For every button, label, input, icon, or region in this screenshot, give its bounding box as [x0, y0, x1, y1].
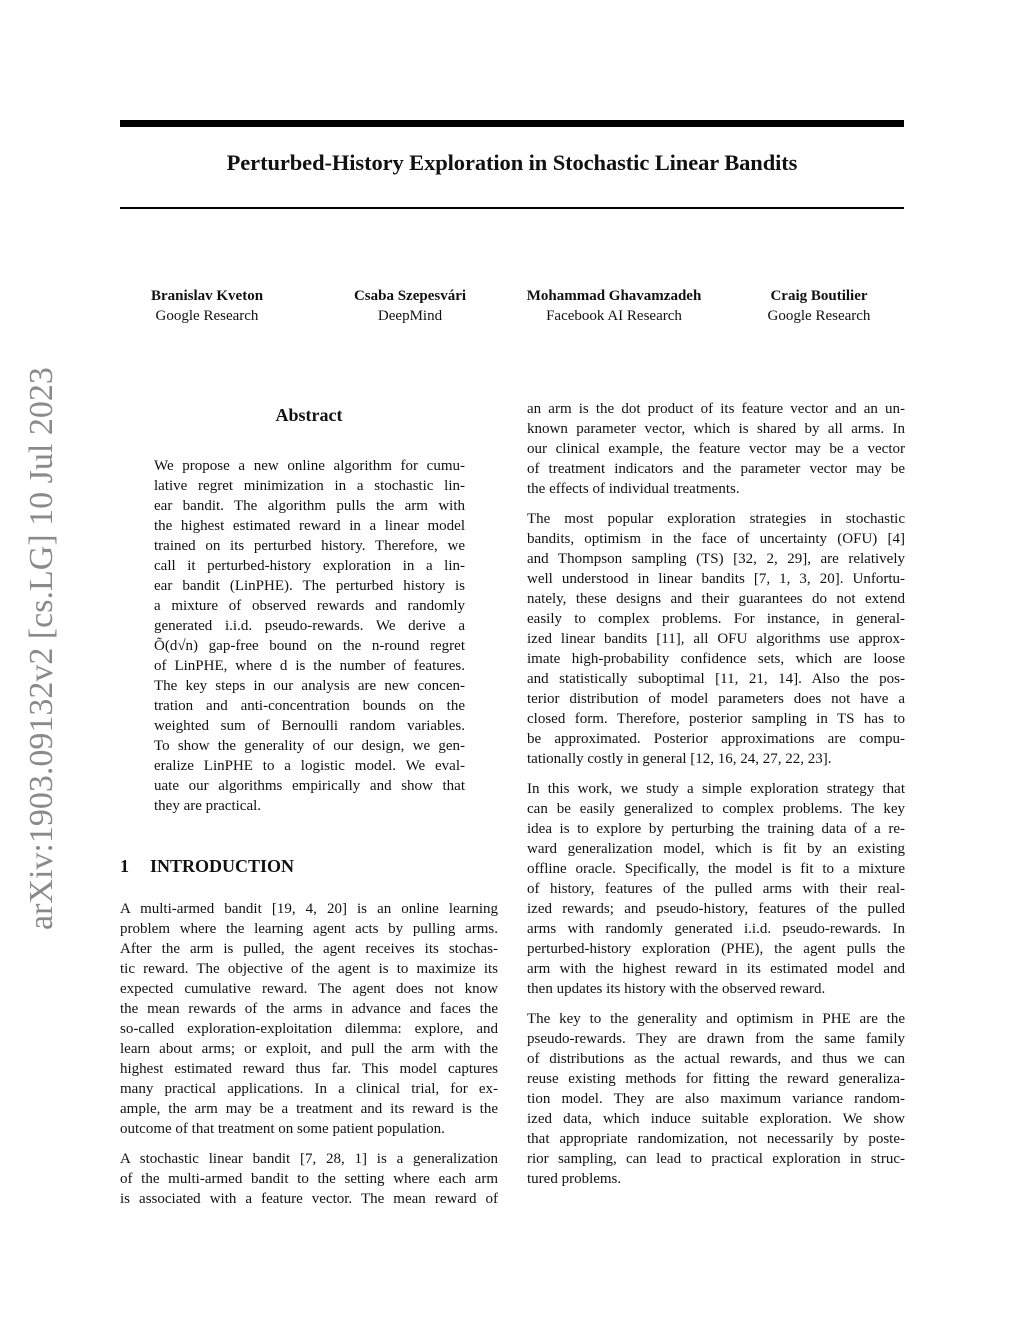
author-3: [504, 286, 724, 326]
abstract-line: call it perturbed-history exploration in a lin-: [154, 558, 465, 574]
text-line: expected cumulative reward. The agent does not know: [120, 981, 498, 997]
author-name: Mohammad Ghavamzadeh: [526, 288, 702, 304]
author-2: [310, 286, 510, 326]
abstract-line: lative regret minimization in a stochastic lin-: [154, 478, 465, 494]
text-line: arms with randomly generated i.i.d. pseudo-rewards. In: [527, 921, 905, 937]
text-line: ized data, which induce suitable exploration. We show: [527, 1111, 905, 1127]
text-line: can be easily generalized to complex problems. The key: [527, 801, 905, 817]
text-line: bandits, optimism in the face of uncertainty (OFU) [4]: [527, 531, 905, 547]
text-line: learn about arms; or exploit, and pull the arm with the: [120, 1041, 498, 1057]
text-line: pseudo-rewards. They are drawn from the same family: [527, 1031, 905, 1047]
abstract-line: of LinPHE, where d is the number of features.: [154, 658, 465, 674]
arxiv-side-banner: arXiv:1903.09132v2 [cs.LG] 10 Jul 2023: [23, 367, 60, 930]
text-line: nately, these designs and their guarantees do not extend: [527, 591, 905, 607]
abstract-line: ear bandit. The algorithm pulls the arm with: [154, 498, 465, 514]
right-column-body: [527, 399, 905, 1189]
abstract-line: ear bandit (LinPHE). The perturbed history is: [154, 578, 465, 594]
text-line: terior distribution of model parameters does not have a: [527, 691, 905, 707]
text-line: imate high-probability confidence sets, which are loose: [527, 651, 905, 667]
abstract-line: the highest estimated reward in a linear model: [154, 518, 465, 534]
text-line: A stochastic linear bandit [7, 28, 1] is a generalization: [120, 1151, 498, 1167]
abstract-line: generated i.i.d. pseudo-rewards. We derive a: [154, 618, 465, 634]
abstract-body: [154, 456, 465, 816]
author-affiliation: Facebook AI Research: [546, 308, 682, 324]
text-line: then updates its history with the observed reward.: [527, 981, 826, 997]
abstract-heading: Abstract: [275, 405, 343, 425]
text-line: of the multi-armed bandit to the setting where each arm: [120, 1171, 498, 1187]
abstract-line: they are practical.: [154, 798, 262, 814]
text-line: problem where the learning agent acts by pulling arms.: [120, 921, 498, 937]
text-line: reuse existing methods for fitting the reward generaliza-: [527, 1071, 905, 1087]
title-bottom-rule: [120, 207, 904, 209]
abstract-line: weighted sum of Bernoulli random variables.: [154, 718, 465, 734]
abstract-line: The key steps in our analysis are new concen-: [154, 678, 465, 694]
text-line: tion model. They are also maximum variance random-: [527, 1091, 905, 1107]
paragraph: [527, 399, 905, 499]
text-line: tured problems.: [527, 1171, 622, 1187]
text-line: ized rewards; and pseudo-history, features of the pulled: [527, 901, 905, 917]
text-line: idea is to explore by perturbing the training data of a re-: [527, 821, 905, 837]
author-affiliation: Google Research: [767, 308, 871, 324]
abstract-line: Õ(d√n) gap-free bound on the n-round regret: [154, 638, 465, 654]
section-title: INTRODUCTION: [150, 856, 295, 876]
paragraph: [120, 899, 498, 1139]
text-line: of history, features of the pulled arms with their real-: [527, 881, 905, 897]
text-line: In this work, we study a simple exploration strategy that: [527, 781, 905, 797]
text-line: The key to the generality and optimism in PHE are the: [527, 1011, 905, 1027]
text-line: ample, the arm may be a treatment and its reward is the: [120, 1101, 498, 1117]
text-line: and Thompson sampling (TS) [32, 2, 29], are relatively: [527, 551, 905, 567]
text-line: perturbed-history exploration (PHE), the agent pulls the: [527, 941, 905, 957]
author-name: Branislav Kveton: [150, 288, 264, 304]
paragraph: [527, 779, 905, 999]
text-line: offline oracle. Specifically, the model is fit to a mixture: [527, 861, 905, 877]
text-line: known parameter vector, which is shared by all arms. In: [527, 421, 905, 437]
paragraph: [527, 1009, 905, 1189]
text-line: rior sampling, can lead to practical exploration in struc-: [527, 1151, 905, 1167]
text-line: After the arm is pulled, the agent receives its stochas-: [120, 941, 498, 957]
abstract-line: eralize LinPHE to a logistic model. We eval-: [154, 758, 465, 774]
text-line: an arm is the dot product of its feature vector and an un-: [527, 401, 905, 417]
text-line: easily to complex problems. For instance, in general-: [527, 611, 905, 627]
author-1: [107, 286, 307, 326]
text-line: tationally costly in general [12, 16, 24, 27, 22, 23].: [527, 751, 832, 767]
text-line: highest estimated reward thus far. This model captures: [120, 1061, 498, 1077]
author-affiliation: DeepMind: [377, 308, 443, 324]
text-line: tic reward. The objective of the agent is to maximize its: [120, 961, 498, 977]
abstract-line: trained on its perturbed history. Therefore, we: [154, 538, 465, 554]
author-4: [734, 286, 904, 326]
text-line: the effects of individual treatments.: [527, 481, 740, 497]
text-line: our clinical example, the feature vector may be a vector: [527, 441, 905, 457]
abstract-line: We propose a new online algorithm for cumu-: [154, 458, 465, 474]
left-column-body: [120, 899, 498, 1209]
text-line: well understood in linear bandits [7, 1, 3, 20]. Unfortu-: [527, 571, 905, 587]
abstract-line: uate our algorithms empirically and show that: [154, 778, 465, 794]
abstract-line: tration and anti-concentration bounds on the: [154, 698, 465, 714]
text-line: be approximated. Posterior approximations are compu-: [527, 731, 905, 747]
section-number: 1: [120, 856, 129, 876]
text-line: ized linear bandits [11], all OFU algorithms use approx-: [527, 631, 905, 647]
text-line: closed form. Therefore, posterior sampling in TS has to: [527, 711, 905, 727]
text-line: the mean rewards of the arms in advance and faces the: [120, 1001, 498, 1017]
paragraph: [120, 1149, 498, 1209]
text-line: and statistically suboptimal [11, 21, 14]. Also the pos-: [527, 671, 905, 687]
abstract-line: To show the generality of our design, we gen-: [154, 738, 465, 754]
text-line: of treatment indicators and the parameter vector may be: [527, 461, 905, 477]
text-line: is associated with a feature vector. The mean reward of: [120, 1191, 498, 1207]
author-name: Csaba Szepesvári: [353, 288, 467, 304]
abstract-line: a mixture of observed rewards and randomly: [154, 598, 465, 614]
text-line: ward generalization model, which is fit by an existing: [527, 841, 905, 857]
text-line: of distributions as the actual rewards, and thus we can: [527, 1051, 905, 1067]
text-line: that appropriate randomization, not necessarily by poste-: [527, 1131, 905, 1147]
text-line: so-called exploration-exploitation dilemma: explore, and: [120, 1021, 498, 1037]
text-line: many practical applications. In a clinical trial, for ex-: [120, 1081, 498, 1097]
text-line: arm with the highest reward in its estimated model and: [527, 961, 905, 977]
paper-title: Perturbed-History Exploration in Stochastic Linear Bandits: [226, 150, 798, 175]
section-heading: [120, 856, 294, 877]
text-line: A multi-armed bandit [19, 4, 20] is an online learning: [120, 901, 498, 917]
author-name: Craig Boutilier: [770, 288, 868, 304]
text-line: outcome of that treatment on some patient population.: [120, 1121, 445, 1137]
author-affiliation: Google Research: [155, 308, 259, 324]
text-line: The most popular exploration strategies in stochastic: [527, 511, 905, 527]
paragraph: [527, 509, 905, 769]
title-top-rule: [120, 120, 904, 127]
